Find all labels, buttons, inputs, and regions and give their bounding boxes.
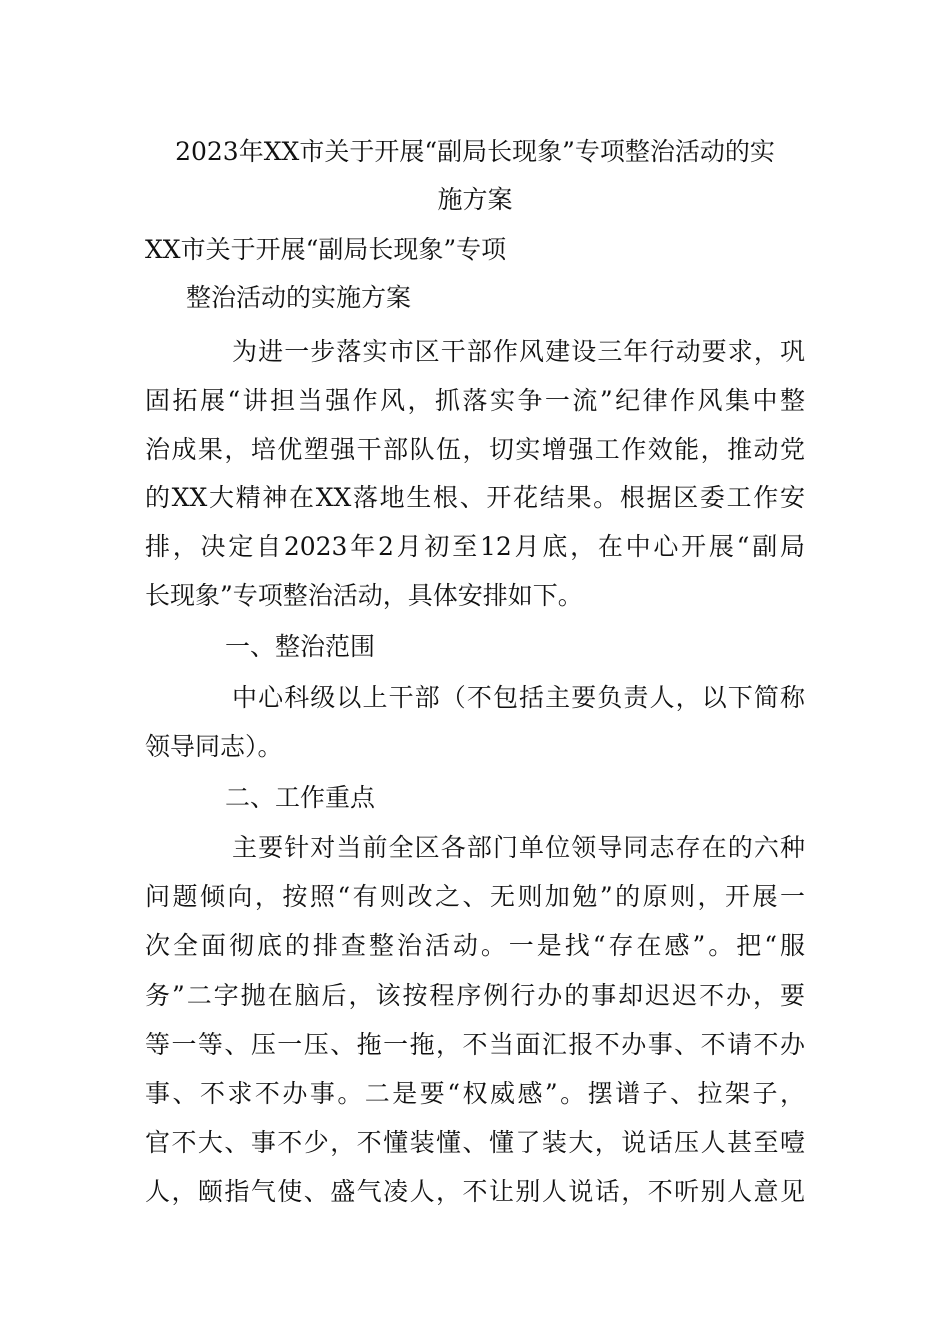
paragraph-line: 排，决定自2023年2月初至12月底，在中心开展“副局 <box>145 532 805 561</box>
paragraph-line: 治成果，培优塑强干部队伍，切实增强工作效能，推动党 <box>145 435 805 464</box>
paragraph-line: 领导同志）。 <box>145 732 283 761</box>
paragraph-line: 人，颐指气使、盛气凌人，不让别人说话，不听别人意见 <box>145 1177 805 1206</box>
document-title-line-1: 2023年XX市关于开展“副局长现象”专项整治活动的实 <box>175 137 775 166</box>
section-heading: 二、工作重点 <box>225 783 376 812</box>
paragraph-line: 等一等、压一压、拖一拖，不当面汇报不办事、不请不办 <box>145 1030 805 1059</box>
paragraph-line: 固拓展“讲担当强作风，抓落实争一流”纪律作风集中整 <box>145 386 805 415</box>
subtitle-line-1: XX市关于开展“副局长现象”专项 <box>145 235 507 264</box>
paragraph-line: 中心科级以上干部（不包括主要负责人，以下简称 <box>232 683 805 712</box>
paragraph-line: 次全面彻底的排查整治活动。一是找“存在感”。把“服 <box>145 931 805 960</box>
paragraph-line: 长现象”专项整治活动，具体安排如下。 <box>145 581 583 610</box>
paragraph-line: 为进一步落实市区干部作风建设三年行动要求，巩 <box>232 337 805 366</box>
paragraph-line: 主要针对当前全区各部门单位领导同志存在的六种 <box>232 833 805 862</box>
section-heading: 一、整治范围 <box>225 632 376 661</box>
document-title-line-2: 施方案 <box>437 185 513 214</box>
paragraph-line: 官不大、事不少，不懂装懂、懂了装大，说话压人甚至噎 <box>145 1128 805 1157</box>
paragraph-line: 问题倾向，按照“有则改之、无则加勉”的原则，开展一 <box>145 882 805 911</box>
subtitle-line-2: 整治活动的实施方案 <box>186 283 412 312</box>
paragraph-line: 的XX大精神在XX落地生根、开花结果。根据区委工作安 <box>145 483 805 512</box>
paragraph-line: 事、不求不办事。二是要“权威感”。摆谱子、拉架子， <box>145 1079 805 1108</box>
paragraph-line: 务”二字抛在脑后，该按程序例行办的事却迟迟不办，要 <box>145 981 805 1010</box>
